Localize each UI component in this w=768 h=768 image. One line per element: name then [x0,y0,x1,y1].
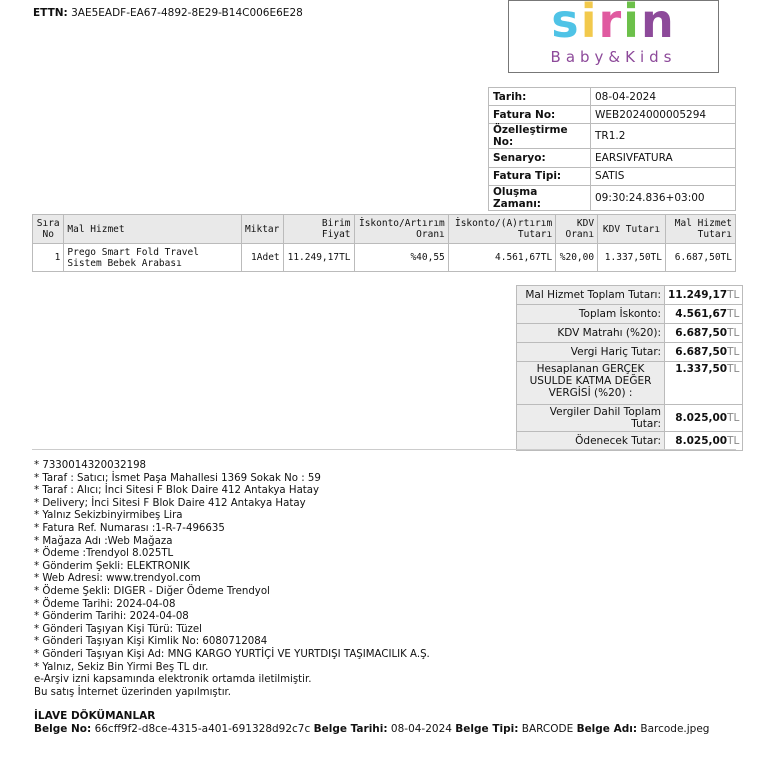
cell-iskonto-tutari: 4.561,67TL [448,244,555,272]
cell-birim-fiyat: 11.249,17TL [283,244,354,272]
belge-tarihi: 08-04-2024 [390,723,452,735]
totals-label: Ödenecek Tutar: [517,432,665,451]
additional-documents-line [34,723,709,735]
meta-value: 09:30:24.836+03:00 [591,185,736,210]
ettn-value: 3AE5EADF-EA67-4892-8E29-B14C006E6E28 [71,7,303,19]
logo-letter: i [580,0,599,48]
meta-label: Senaryo: [489,149,591,167]
additional-documents-title: İLAVE DÖKÜMANLAR [34,710,156,722]
notes-block [34,460,430,699]
cell-mal-hizmet: Prego Smart Fold Travel Sistem Bebek Arabası [64,244,241,272]
totals-row [517,324,743,343]
note-line: * Yalnız Sekizbinyirmibeş Lira [34,510,183,522]
logo-wordmark [509,0,718,47]
logo-letter: i [623,0,641,48]
totals-label: Mal Hizmet Toplam Tutarı: [517,286,665,305]
totals-row [517,405,743,432]
note-line: * Gönderim Şekli: ELEKTRONIK [34,560,190,572]
note-line: * Ödeme :Trendyol 8.025TL [34,548,174,560]
note-line: * 7330014320032198 [34,460,147,471]
divider [32,449,736,450]
totals-label: Hesaplanan GERÇEK USULDE KATMA DEĞER VERGİSİ (%20) : [517,362,665,405]
meta-value: SATIS [591,167,736,185]
note-line: * Ödeme Tarihi: 2024-04-08 [34,598,176,610]
note-line: * Taraf : Satıcı; İsmet Paşa Mahallesi 1369 Sokak No : 59 [34,472,321,484]
totals-table [516,285,743,451]
note-line: * Gönderim Tarihi: 2024-04-08 [34,611,189,623]
brand-logo [508,0,719,73]
meta-label: Tarih: [489,88,591,106]
items-header-row [33,215,736,244]
totals-value: 4.561,67TL [665,305,743,324]
note-line: * Delivery; İnci Sitesi F Blok Daire 412 Antakya Hatay [34,497,306,509]
cell-miktar: 1Adet [241,244,283,272]
totals-value: 1.337,50TL [665,362,743,405]
note-line: e-Arşiv izni kapsamında elektronik ortamda iletilmiştir. [34,674,312,686]
logo-letter: n [640,0,676,48]
meta-row [489,88,736,106]
totals-label: KDV Matrahı (%20): [517,324,665,343]
ettn-line [33,7,303,19]
ettn-label: ETTN: [33,7,68,19]
col-header-iskonto-tutari: İskonto/(A)rtırım Tutarı [448,215,555,244]
meta-row [489,124,736,149]
totals-value: 11.249,17TL [665,286,743,305]
belge-no-label: Belge No: [34,723,92,735]
totals-label: Toplam İskonto: [517,305,665,324]
note-line: Bu satış İnternet üzerinden yapılmıştır. [34,686,232,698]
totals-row [517,305,743,324]
col-header-mal-hizmet-tutari: Mal Hizmet Tutarı [665,215,735,244]
note-line: * Mağaza Adı :Web Mağaza [34,535,173,547]
meta-row [489,167,736,185]
note-line: * Fatura Ref. Numarası :1-R-7-496635 [34,522,225,534]
meta-value: WEB2024000005294 [591,106,736,124]
cell-mal-hizmet-tutari: 6.687,50TL [665,244,735,272]
meta-value: 08-04-2024 [591,88,736,106]
belge-tipi: BARCODE [521,723,574,735]
cell-kdv-orani: %20,00 [556,244,598,272]
note-line: * Ödeme Şekli: DIGER - Diğer Ödeme Trendyol [34,585,270,597]
meta-label: Oluşma Zamanı: [489,185,591,210]
meta-row [489,149,736,167]
meta-row [489,185,736,210]
col-header-mal-hizmet: Mal Hizmet [64,215,241,244]
totals-row [517,286,743,305]
col-header-iskonto-orani: İskonto/Artırım Oranı [354,215,448,244]
note-line: * Gönderi Taşıyan Kişi Ad: MNG KARGO YURTİÇİ VE YURTDIŞI TAŞIMACILIK A.Ş. [34,648,430,660]
note-line: * Gönderi Taşıyan Kişi Kimlik No: 6080712084 [34,636,268,648]
belge-tarihi-label: Belge Tarihi: [313,723,388,735]
totals-label: Vergi Hariç Tutar: [517,343,665,362]
logo-letter: r [598,0,624,48]
totals-value: 6.687,50TL [665,324,743,343]
totals-value: 8.025,00TL [665,405,743,432]
totals-label: Vergiler Dahil Toplam Tutar: [517,405,665,432]
note-line: * Taraf : Alıcı; İnci Sitesi F Blok Daire 412 Antakya Hatay [34,485,320,497]
totals-row [517,362,743,405]
belge-no: 66cff9f2-d8ce-4315-a401-691328d92c7c [94,723,311,735]
totals-row [517,343,743,362]
col-header-miktar: Miktar [241,215,283,244]
belge-tipi-label: Belge Tipi: [455,723,519,735]
meta-value: TR1.2 [591,124,736,149]
belge-adi: Barcode.jpeg [640,723,710,735]
meta-label: Özelleştirme No: [489,124,591,149]
totals-value: 6.687,50TL [665,343,743,362]
col-header-kdv-tutari: KDV Tutarı [598,215,666,244]
note-line: * Gönderi Taşıyan Kişi Türü: Tüzel [34,623,202,635]
col-header-birim-fiyat: Birim Fiyat [283,215,354,244]
cell-sira: 1 [33,244,64,272]
logo-tagline: Baby&Kids [550,48,677,66]
col-header-kdv-orani: KDV Oranı [556,215,598,244]
invoice-meta-table [488,87,736,211]
note-line: * Web Adresi: www.trendyol.com [34,573,201,585]
cell-iskonto-orani: %40,55 [354,244,448,272]
logo-letter: s [551,0,581,48]
totals-row [517,432,743,451]
cell-kdv-tutari: 1.337,50TL [598,244,666,272]
meta-value: EARSIVFATURA [591,149,736,167]
col-header-sira: Sıra No [33,215,64,244]
meta-label: Fatura No: [489,106,591,124]
items-table [32,214,736,272]
belge-adi-label: Belge Adı: [576,723,638,735]
table-row [33,244,736,272]
meta-row [489,106,736,124]
totals-value: 8.025,00TL [665,432,743,451]
note-line: * Yalnız, Sekiz Bin Yirmi Beş TL dır. [34,661,209,673]
meta-label: Fatura Tipi: [489,167,591,185]
